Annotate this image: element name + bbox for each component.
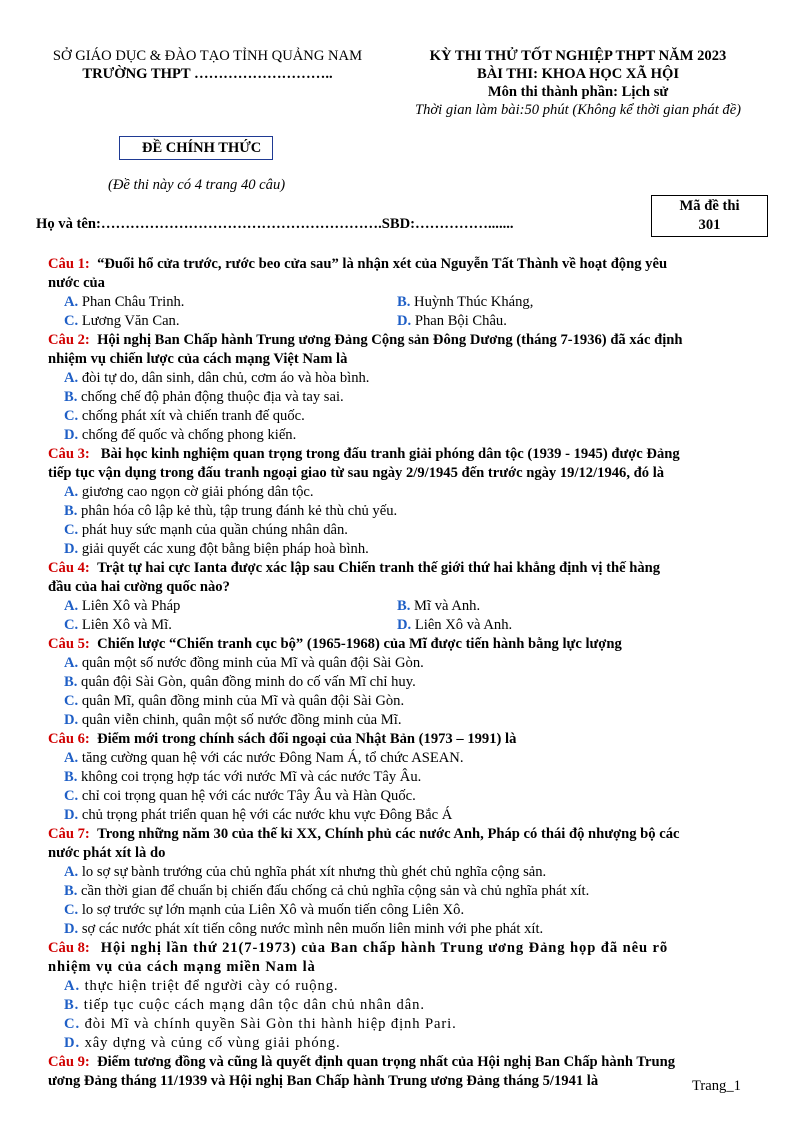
official-exam-label: ĐỀ CHÍNH THỨC [119, 136, 273, 160]
paper-title: BÀI THI: KHOA HỌC XÃ HỘI [476, 66, 680, 82]
question-number: Câu 2: [48, 332, 90, 348]
page-number: Trang_1 [692, 1078, 741, 1094]
question-list [48, 255, 758, 1091]
option-b[interactable]: B. chống chế độ phản động thuộc địa và tay sai. [64, 389, 344, 405]
question-text: Hội nghị Ban Chấp hành Trung ương Đảng Cộng sản Đông Dương (tháng 7-1936) đã xác định [97, 332, 683, 348]
option-d[interactable]: D. Liên Xô và Anh. [397, 617, 513, 633]
question-text: ương Đảng tháng 11/1939 và Hội nghị Ban Chấp hành Trung ương Đảng tháng 5/1941 là [48, 1073, 599, 1089]
question-text: nhiệm vụ chiến lược của cách mạng Việt Nam là [48, 351, 348, 367]
option-c[interactable]: C. chỉ coi trọng quan hệ với các nước Tây Âu và Hàn Quốc. [64, 788, 416, 804]
option-d[interactable]: D. giải quyết các xung đột bằng biện pháp hoà bình. [64, 541, 369, 557]
option-b[interactable]: B. cần thời gian để chuẩn bị chiến đấu chống cả chủ nghĩa cộng sản và chủ nghĩa phát xít. [64, 883, 590, 899]
option-c[interactable]: C. Liên Xô và Mĩ. [64, 617, 172, 633]
header-right [392, 47, 764, 119]
option-b[interactable]: B. Mĩ và Anh. [397, 598, 481, 614]
option-c[interactable]: C. Lương Văn Can. [64, 313, 180, 329]
question-number: Câu 7: [48, 826, 90, 842]
department-name: SỞ GIÁO DỤC & ĐÀO TẠO TỈNH QUẢNG NAM [52, 48, 363, 64]
option-a[interactable]: A. tăng cường quan hệ với các nước Đông Nam Á, tổ chức ASEAN. [64, 750, 464, 766]
option-c[interactable]: C. quân Mĩ, quân đồng minh của Mĩ và quân đội Sài Gòn. [64, 693, 405, 709]
option-a[interactable]: A. giương cao ngọn cờ giải phóng dân tộc. [64, 484, 314, 500]
option-c[interactable]: C. lo sợ trước sự lớn mạnh của Liên Xô và muốn tiến công Liên Xô. [64, 902, 465, 918]
question-text: nước của [48, 275, 105, 291]
option-a[interactable]: A. lo sợ sự bành trướng của chủ nghĩa phát xít nhưng thù ghét chủ nghĩa cộng sản. [64, 864, 547, 880]
pages-note: (Đề thi này có 4 trang 40 câu) [108, 177, 286, 193]
question-3 [48, 445, 758, 559]
question-5 [48, 635, 758, 730]
candidate-info-line: Họ và tên:………………………………………………….SBD:……………....... [36, 216, 514, 232]
exam-title: KỲ THI THỬ TỐT NGHIỆP THPT NĂM 2023 [429, 48, 727, 64]
question-number: Câu 9: [48, 1054, 90, 1070]
question-text: “Đuổi hổ cửa trước, rước beo cửa sau” là nhận xét của Nguyễn Tất Thành về hoạt động yêu [97, 256, 668, 272]
option-b[interactable]: B. Huỳnh Thúc Kháng, [397, 294, 534, 310]
question-number: Câu 6: [48, 731, 90, 747]
option-c[interactable]: C. đòi Mĩ và chính quyền Sài Gòn thi hành hiệp định Pari. [64, 1016, 457, 1032]
option-d[interactable]: D. chống đế quốc và chống phong kiến. [64, 427, 297, 443]
option-c[interactable]: C. chống phát xít và chiến tranh đế quốc. [64, 408, 305, 424]
option-a[interactable]: A. đòi tự do, dân sinh, dân chủ, cơm áo và hòa bình. [64, 370, 370, 386]
question-number: Câu 4: [48, 560, 90, 576]
option-d[interactable]: D. quân viễn chinh, quân một số nước đồng minh của Mĩ. [64, 712, 402, 728]
option-a[interactable]: A. Phan Châu Trinh. [64, 294, 185, 310]
option-d[interactable]: D. chủ trọng phát triển quan hệ với các nước khu vực Đông Bắc Á [64, 807, 453, 823]
question-text: Hội nghị lần thứ 21(7-1973) của Ban chấp hành Trung ương Đảng họp đã nêu rõ [100, 940, 669, 956]
question-number: Câu 1: [48, 256, 90, 272]
option-b[interactable]: B. phân hóa cô lập kẻ thù, tập trung đánh kẻ thù chủ yếu. [64, 503, 398, 519]
option-b[interactable]: B. tiếp tục cuộc cách mạng dân tộc dân chủ nhân dân. [64, 997, 425, 1013]
exam-code-label: Mã đề thi [679, 198, 740, 214]
option-d[interactable]: D. sợ các nước phát xít tiến công nước mình nên muốn liên minh với phe phát xít. [64, 921, 544, 937]
option-c[interactable]: C. phát huy sức mạnh của quần chúng nhân dân. [64, 522, 348, 538]
option-d[interactable]: D. Phan Bội Châu. [397, 313, 507, 329]
question-text: đầu của hai cường quốc nào? [48, 579, 230, 595]
option-a[interactable]: A. thực hiện triệt để người cày có ruộng. [64, 978, 339, 994]
question-text: tiếp tục vận dụng trong đấu tranh ngoại giao từ sau ngày 2/9/1945 đến trước ngày 19/12/1946, đó là [48, 465, 665, 481]
question-9 [48, 1053, 758, 1091]
option-d[interactable]: D. xây dựng và củng cố vùng giải phóng. [64, 1035, 341, 1051]
question-number: Câu 8: [48, 940, 90, 956]
subject-title: Môn thi thành phần: Lịch sử [487, 84, 669, 100]
exam-time: Thời gian làm bài:50 phút (Không kể thời gian phát đề) [414, 102, 742, 118]
option-b[interactable]: B. không coi trọng hợp tác với nước Mĩ và các nước Tây Âu. [64, 769, 422, 785]
exam-code-box [651, 195, 768, 237]
question-8 [48, 939, 758, 1053]
question-2 [48, 331, 758, 445]
question-number: Câu 5: [48, 636, 90, 652]
question-4 [48, 559, 758, 635]
question-text: Trật tự hai cực Ianta được xác lập sau Chiến tranh thế giới thứ hai khẳng định vị thế hàng [97, 560, 661, 576]
option-a[interactable]: A. quân một số nước đồng minh của Mĩ và quân đội Sài Gòn. [64, 655, 424, 671]
question-text: Bài học kinh nghiệm quan trọng trong đấu tranh giải phóng dân tộc (1939 - 1945) được Đảng [100, 446, 680, 462]
option-a[interactable]: A. Liên Xô và Pháp [64, 598, 181, 614]
question-7 [48, 825, 758, 939]
question-6 [48, 730, 758, 825]
option-b[interactable]: B. quân đội Sài Gòn, quân đồng minh do cố vấn Mĩ chỉ huy. [64, 674, 416, 690]
question-1 [48, 255, 758, 331]
school-name: TRƯỜNG THPT ……………………….. [82, 66, 333, 82]
question-text: Điểm mới trong chính sách đối ngoại của Nhật Bản (1973 – 1991) là [97, 731, 517, 747]
question-text: Điểm tương đồng và cũng là quyết định quan trọng nhất của Hội nghị Ban Chấp hành Trung [97, 1054, 675, 1070]
header-left [30, 47, 385, 83]
question-text: Chiến lược “Chiến tranh cục bộ” (1965-1968) của Mĩ được tiến hành bằng lực lượng [97, 636, 622, 652]
question-text: Trong những năm 30 của thế kỉ XX, Chính phủ các nước Anh, Pháp có thái độ nhượng bộ các [97, 826, 680, 842]
question-text: nước phát xít là do [48, 845, 166, 861]
question-text: nhiệm vụ của cách mạng miền Nam là [48, 959, 316, 975]
exam-code-value: 301 [698, 217, 721, 233]
question-number: Câu 3: [48, 446, 90, 462]
